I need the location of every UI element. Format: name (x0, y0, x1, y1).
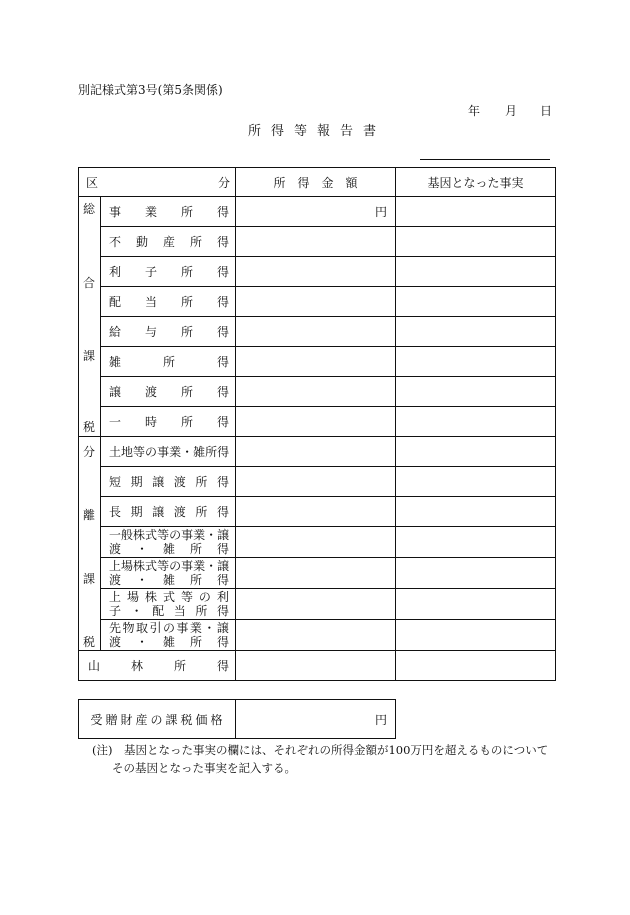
header-category-right: 分 (217, 175, 230, 190)
date-year: 年 (468, 104, 481, 118)
income-label-line: 渡 ・ 雑 所 得 (109, 542, 229, 556)
date-day: 日 (540, 104, 553, 118)
note-prefix: (注) (92, 743, 113, 757)
reason-field[interactable] (396, 287, 555, 316)
amount-field[interactable] (236, 287, 395, 316)
group-char-separate: 離 (82, 508, 95, 522)
date-month: 月 (505, 104, 518, 118)
reason-field[interactable] (396, 227, 555, 256)
reason-field[interactable] (396, 558, 555, 588)
amount-field[interactable] (236, 257, 395, 286)
reason-field[interactable] (396, 197, 555, 226)
income-label: 事 業 所 得 (109, 205, 229, 219)
group-char-comprehensive: 課 (82, 349, 95, 363)
income-label: 譲 渡 所 得 (109, 385, 229, 399)
reason-field[interactable] (396, 317, 555, 346)
reason-field[interactable] (396, 620, 555, 650)
income-label-line: 渡 ・ 雑 所 得 (109, 635, 229, 649)
gift-amount-field[interactable]: 円 (374, 712, 387, 727)
reason-field[interactable] (396, 497, 555, 526)
amount-field[interactable] (236, 497, 395, 526)
amount-field[interactable] (236, 620, 395, 650)
income-label: 配 当 所 得 (109, 295, 229, 309)
income-label-line: 一 般 株 式 等 の 事 業 ・ 譲 (109, 528, 230, 542)
form-number: 別記様式第3号(第5条関係) (78, 83, 223, 97)
amount-field[interactable] (236, 347, 395, 376)
income-label (101, 620, 235, 650)
reason-field[interactable] (396, 527, 555, 557)
header-category-left: 区 (86, 175, 99, 190)
footnote (92, 741, 548, 777)
group-char-separate: 税 (82, 635, 95, 649)
income-label: 給 与 所 得 (109, 325, 229, 339)
amount-field[interactable] (236, 558, 395, 588)
amount-field[interactable] (236, 377, 395, 406)
gift-label: 受贈財産の課税価格 (90, 712, 226, 727)
income-label-line: 先 物 取 引 の 事 業 ・ 譲 (109, 621, 229, 635)
amount-field[interactable] (236, 589, 395, 619)
amount-field[interactable] (236, 437, 395, 466)
note-line2: その基因となった事実を記入する。 (112, 761, 296, 775)
group-char-comprehensive: 合 (82, 276, 95, 290)
note-line1: 基因となった事実の欄には、それぞれの所得金額が100万円を超えるものについて (123, 743, 549, 757)
income-label: 不 動 産 所 得 (109, 235, 229, 249)
income-label-line: 子 ・ 配 当 所 得 (109, 604, 229, 618)
income-label-line: 上 場 株 式 等 の 利 (109, 590, 229, 604)
income-label: 短 期 譲 渡 所 得 (109, 475, 229, 489)
reason-field[interactable] (396, 377, 555, 406)
group-char-separate: 課 (82, 572, 95, 586)
page-title: 所得等報告書 (248, 124, 387, 139)
income-label: 長 期 譲 渡 所 得 (109, 505, 229, 519)
reason-field[interactable] (396, 467, 555, 496)
group-char-comprehensive: 税 (82, 420, 95, 434)
reason-field[interactable] (396, 407, 555, 436)
income-label-line: 渡 ・ 雑 所 得 (109, 573, 229, 587)
amount-field[interactable] (236, 227, 395, 256)
reason-field[interactable] (396, 257, 555, 286)
amount-field[interactable]: 円 (374, 205, 387, 219)
income-label (101, 589, 235, 619)
amount-field[interactable] (236, 407, 395, 436)
reason-field[interactable] (396, 651, 555, 680)
amount-field[interactable] (236, 651, 395, 680)
reason-field[interactable] (396, 347, 555, 376)
income-label: 雑 所 得 (109, 355, 229, 369)
income-label: 山 林 所 得 (88, 659, 229, 673)
header-reason: 基因となった事実 (427, 175, 524, 190)
amount-field[interactable] (236, 527, 395, 557)
income-label: 利 子 所 得 (109, 265, 229, 279)
reason-field[interactable] (396, 589, 555, 619)
group-divider (100, 196, 101, 651)
signature-line[interactable] (420, 159, 550, 160)
group-char-separate: 分 (82, 445, 95, 459)
header-amount: 所 得 金 額 (273, 175, 358, 190)
income-label-line: 上 場 株 式 等 の 事 業 ・ 譲 (109, 559, 230, 573)
income-label (101, 558, 235, 588)
group-char-comprehensive: 総 (82, 202, 95, 216)
income-label: 一 時 所 得 (109, 415, 229, 429)
amount-field[interactable] (236, 467, 395, 496)
amount-field[interactable] (236, 317, 395, 346)
reason-field[interactable] (396, 437, 555, 466)
income-label: 土 地 等 の 事 業 ・ 雑 所 得 (109, 445, 230, 459)
income-label (101, 527, 235, 557)
